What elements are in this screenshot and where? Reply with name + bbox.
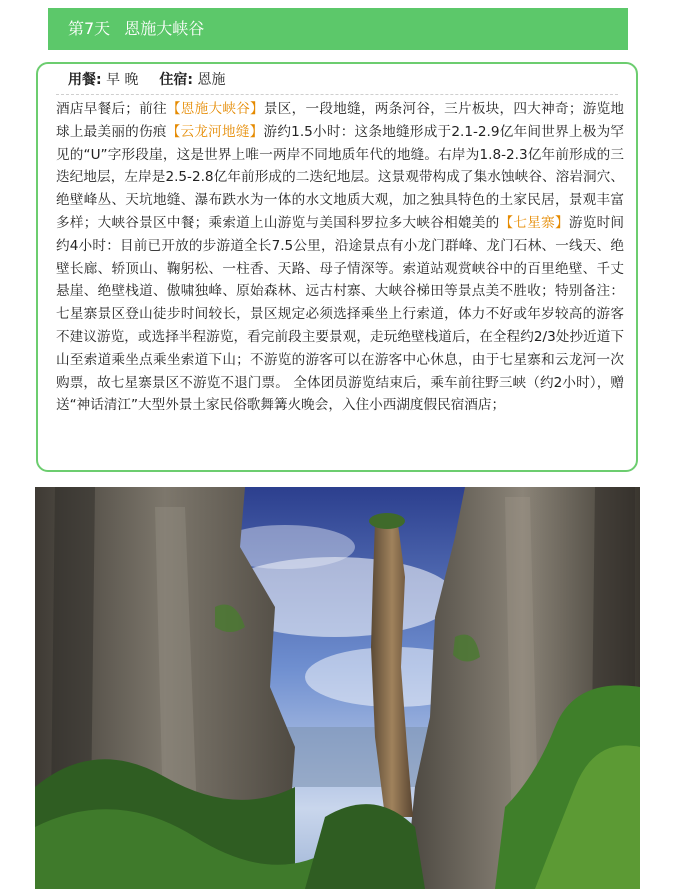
card-divider xyxy=(56,94,618,95)
spot-enshi-canyon: 【恩施大峡谷】 xyxy=(166,101,264,117)
lodging-value: 恩施 xyxy=(197,72,226,88)
spot-qixing-zhai: 【七星寨】 xyxy=(499,214,569,231)
lodging-label: 住宿: xyxy=(159,72,194,88)
canyon-landscape-photo xyxy=(35,487,640,889)
spot-yunlong-river: 【云龙河地缝】 xyxy=(166,123,264,140)
meals-label: 用餐: xyxy=(68,72,102,88)
desc-part-2: 景区，一段地缝，两条河谷，三片板块，四大神奇；游览地球上最美丽的伤痕 xyxy=(56,101,625,140)
day-title: 恩施大峡谷 xyxy=(124,19,205,38)
desc-part-1: 酒店早餐后；前往 xyxy=(56,101,167,117)
meals-value: 早 晚 xyxy=(106,72,139,88)
meals-lodging-row xyxy=(68,70,225,90)
itinerary-card xyxy=(36,62,638,472)
itinerary-description xyxy=(56,98,624,417)
desc-part-3: 游约1.5小时：这条地缝形成于2.1-2.9亿年间世界上极为罕见的“U”字形段崖，这是世界上唯一两岸不同地质年代的地缝。右岸为1.8-2.3亿年前形成的三迭纪地层，左岸是2.5-2.8亿年前形成的二迭纪地层。这景观带构成了集水蚀峡谷、溶岩洞穴、绝壁峰丛、天坑地缝、瀑布跌水为一体的水文地质大观，加之独具特色的土家民居，景观丰富多样；大峡谷景区中餐；乘索道上山游览与美国科罗拉多大峡谷相媲美的 xyxy=(56,123,625,231)
desc-part-4: 游览时间约4小时：目前已开放的步游道全长7.5公里，沿途景点有小龙门群峰、龙门石林、一线天、绝壁长廊、轿顶山、鞠躬松、一柱香、天路、母子情深等。索道站观赏峡谷中的百里绝壁、千丈悬崖、绝壁栈道、傲啸独峰、原始森林、远古村寨、大峡谷梯田等景点美不胜收；特别备注：七星寨景区登山徒步时间较长，景区规定必须选择乘坐上行索道，体力不好或年岁较高的游客不建议游览，或选择半程游览，看完前段主要景观，走玩绝壁栈道后，在全程约2/3处抄近道下山至索道乘坐点乘坐索道下山；不游览的游客可以在游客中心休息，由于七星寨和云龙河一次购票，故七星寨景区不游览不退门票。 全体团员游览结束后，乘车前往野三峡（约2小时），赠送“神话清江”大型外景土家民俗歌舞篝火晚会，入住小西湖度假民宿酒店； xyxy=(56,214,625,414)
day-banner xyxy=(48,8,628,50)
day-number: 第7天 xyxy=(68,19,111,38)
